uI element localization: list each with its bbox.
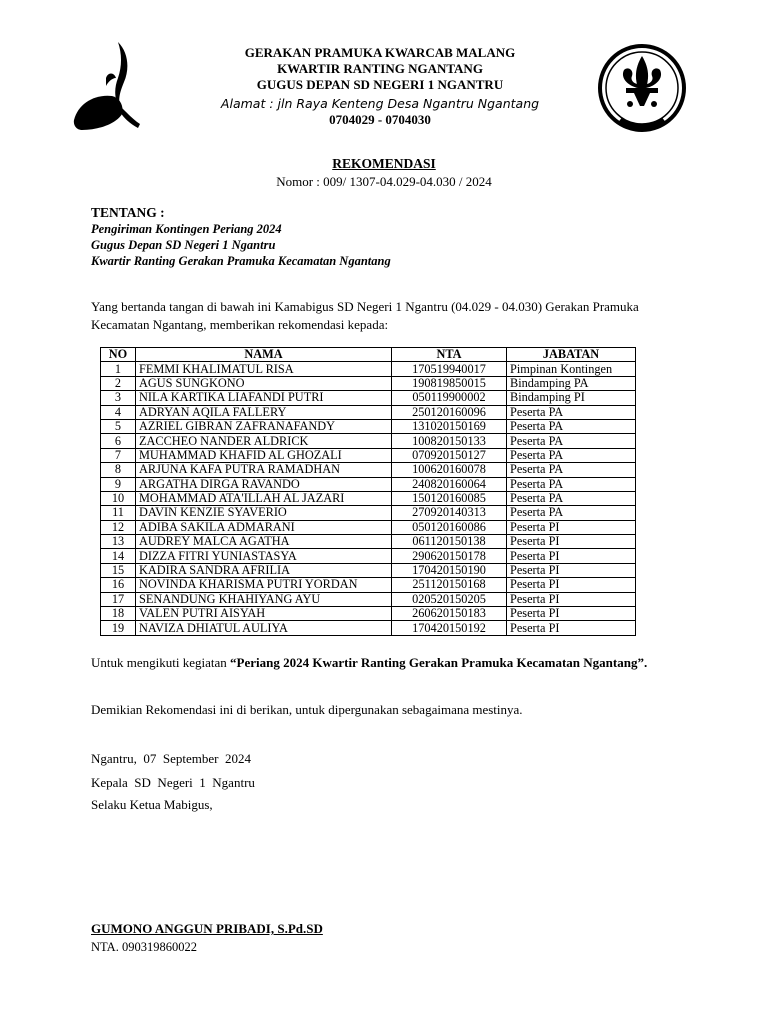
row-no: 17: [101, 592, 136, 606]
row-nta: 061120150138: [392, 535, 507, 549]
table-row: [101, 405, 636, 419]
row-nama: ZACCHEO NANDER ALDRICK: [136, 434, 392, 448]
row-nama: AZRIEL GIBRAN ZAFRANAFANDY: [136, 419, 392, 433]
row-nama: ADRYAN AQILA FALLERY: [136, 405, 392, 419]
row-nama: ARJUNA KAFA PUTRA RAMADHAN: [136, 463, 392, 477]
row-jabatan: Peserta PA: [507, 477, 636, 491]
row-nama: NOVINDA KHARISMA PUTRI YORDAN: [136, 578, 392, 592]
table-row: [101, 621, 636, 635]
row-nama: MUHAMMAD KHAFID AL GHOZALI: [136, 448, 392, 462]
row-nama: AUDREY MALCA AGATHA: [136, 535, 392, 549]
table-row: [101, 391, 636, 405]
row-nama: NILA KARTIKA LIAFANDI PUTRI: [136, 391, 392, 405]
row-no: 7: [101, 448, 136, 462]
row-no: 18: [101, 607, 136, 621]
table-row: [101, 463, 636, 477]
row-nama: DIZZA FITRI YUNIASTASYA: [136, 549, 392, 563]
table-row: [101, 592, 636, 606]
header-jabatan: JABATAN: [507, 348, 636, 362]
table-row: [101, 491, 636, 505]
row-no: 1: [101, 362, 136, 376]
header-phone: 0704029 - 0704030: [329, 112, 431, 127]
row-nta: 270920140313: [392, 506, 507, 520]
tentang-line-2: Gugus Depan SD Negeri 1 Ngantru: [91, 238, 276, 252]
row-nta: 240820160064: [392, 477, 507, 491]
signatory-name: GUMONO ANGGUN PRIBADI, S.Pd.SD: [91, 921, 323, 936]
tunas-kelapa-logo-icon: [68, 38, 144, 134]
table-row: [101, 376, 636, 390]
row-jabatan: Peserta PA: [507, 463, 636, 477]
row-jabatan: Peserta PI: [507, 578, 636, 592]
table-row: [101, 477, 636, 491]
table-header-row: [101, 348, 636, 362]
row-nta: 290620150178: [392, 549, 507, 563]
participant-table: [100, 347, 636, 636]
table-row: [101, 549, 636, 563]
row-nta: 100820150133: [392, 434, 507, 448]
row-nta: 170420150190: [392, 563, 507, 577]
row-no: 6: [101, 434, 136, 448]
signature-role-2: Selaku Ketua Mabigus,: [91, 797, 213, 812]
row-jabatan: Peserta PI: [507, 607, 636, 621]
header-nta: NTA: [392, 348, 507, 362]
row-nta: 050119900002: [392, 391, 507, 405]
row-jabatan: Peserta PA: [507, 491, 636, 505]
table-row: [101, 506, 636, 520]
row-nta: 100620160078: [392, 463, 507, 477]
row-jabatan: Peserta PI: [507, 621, 636, 635]
row-no: 9: [101, 477, 136, 491]
row-no: 16: [101, 578, 136, 592]
signature-role-1: Kepala SD Negeri 1 Ngantru: [91, 775, 255, 790]
signature-place-date: Ngantru, 07 September 2024: [91, 751, 251, 766]
row-nama: NAVIZA DHIATUL AULIYA: [136, 621, 392, 635]
row-no: 12: [101, 520, 136, 534]
header-line-1: GERAKAN PRAMUKA KWARCAB MALANG: [244, 45, 516, 60]
row-nama: ARGATHA DIRGA RAVANDO: [136, 477, 392, 491]
row-no: 10: [101, 491, 136, 505]
intro-paragraph: Yang bertanda tangan di bawah ini Kamabigus SD Negeri 1 Ngantru (04.029 - 04.030) Gerakan Pramuka Kecamatan Ngantang, memberikan rekomendasi kepada:: [91, 299, 639, 332]
row-nta: 150120160085: [392, 491, 507, 505]
row-nama: VALEN PUTRI AISYAH: [136, 607, 392, 621]
row-jabatan: Pimpinan Kontingen: [507, 362, 636, 376]
table-row: [101, 448, 636, 462]
row-jabatan: Bindamping PI: [507, 391, 636, 405]
row-nta: 190819850015: [392, 376, 507, 390]
table-row: [101, 535, 636, 549]
tentang-line-3: Kwartir Ranting Gerakan Pramuka Kecamatan Ngantang: [91, 254, 391, 268]
row-jabatan: Peserta PI: [507, 535, 636, 549]
row-nama: KADIRA SANDRA AFRILIA: [136, 563, 392, 577]
row-jabatan: Peserta PA: [507, 506, 636, 520]
header-line-2: KWARTIR RANTING NGANTANG: [277, 61, 483, 76]
row-nta: 251120150168: [392, 578, 507, 592]
table-row: [101, 362, 636, 376]
row-nama: SENANDUNG KHAHIYANG AYU: [136, 592, 392, 606]
closing-paragraph: Demikian Rekomendasi ini di berikan, untuk dipergunakan sebagaimana mestinya.: [91, 702, 523, 717]
row-no: 15: [101, 563, 136, 577]
table-row: [101, 520, 636, 534]
row-jabatan: Peserta PI: [507, 592, 636, 606]
table-row: [101, 434, 636, 448]
row-nta: 170420150192: [392, 621, 507, 635]
row-no: 14: [101, 549, 136, 563]
row-jabatan: Peserta PA: [507, 419, 636, 433]
row-jabatan: Peserta PA: [507, 405, 636, 419]
purpose-event: “Periang 2024 Kwartir Ranting Gerakan Pramuka Kecamatan Ngantang”.: [230, 655, 648, 670]
row-nta: 020520150205: [392, 592, 507, 606]
header-no: NO: [101, 348, 136, 362]
row-nta: 131020150169: [392, 419, 507, 433]
row-nama: AGUS SUNGKONO: [136, 376, 392, 390]
row-no: 2: [101, 376, 136, 390]
row-no: 4: [101, 405, 136, 419]
header-nama: NAMA: [136, 348, 392, 362]
row-no: 13: [101, 535, 136, 549]
row-jabatan: Peserta PI: [507, 563, 636, 577]
document-number: Nomor : 009/ 1307-04.029-04.030 / 2024: [276, 174, 492, 189]
row-no: 19: [101, 621, 136, 635]
row-no: 8: [101, 463, 136, 477]
row-nta: 170519940017: [392, 362, 507, 376]
row-nama: MOHAMMAD ATA'ILLAH AL JAZARI: [136, 491, 392, 505]
document-title: REKOMENDASI: [332, 156, 436, 171]
row-nta: 070920150127: [392, 448, 507, 462]
row-jabatan: Peserta PI: [507, 549, 636, 563]
purpose-prefix: Untuk mengikuti kegiatan: [91, 655, 231, 670]
row-nama: ADIBA SAKILA ADMARANI: [136, 520, 392, 534]
row-jabatan: Peserta PI: [507, 520, 636, 534]
table-row: [101, 563, 636, 577]
row-jabatan: Peserta PA: [507, 448, 636, 462]
row-no: 5: [101, 419, 136, 433]
row-nta: 050120160086: [392, 520, 507, 534]
header-address: Alamat : jln Raya Kenteng Desa Ngantru Ngantang: [220, 96, 540, 111]
row-nama: DAVIN KENZIE SYAVERIO: [136, 506, 392, 520]
row-nta: 260620150183: [392, 607, 507, 621]
row-jabatan: Peserta PA: [507, 434, 636, 448]
table-row: [101, 607, 636, 621]
purpose-paragraph: [91, 654, 651, 672]
tentang-label: TENTANG :: [91, 205, 165, 220]
row-no: 3: [101, 391, 136, 405]
table-row: [101, 419, 636, 433]
signatory-nta: NTA. 090319860022: [91, 940, 197, 954]
row-nama: FEMMI KHALIMATUL RISA: [136, 362, 392, 376]
row-nta: 250120160096: [392, 405, 507, 419]
row-no: 11: [101, 506, 136, 520]
row-jabatan: Bindamping PA: [507, 376, 636, 390]
tentang-line-1: Pengiriman Kontingen Periang 2024: [91, 222, 282, 236]
table-row: [101, 578, 636, 592]
header-line-3: GUGUS DEPAN SD NEGERI 1 NGANTRU: [256, 77, 504, 92]
